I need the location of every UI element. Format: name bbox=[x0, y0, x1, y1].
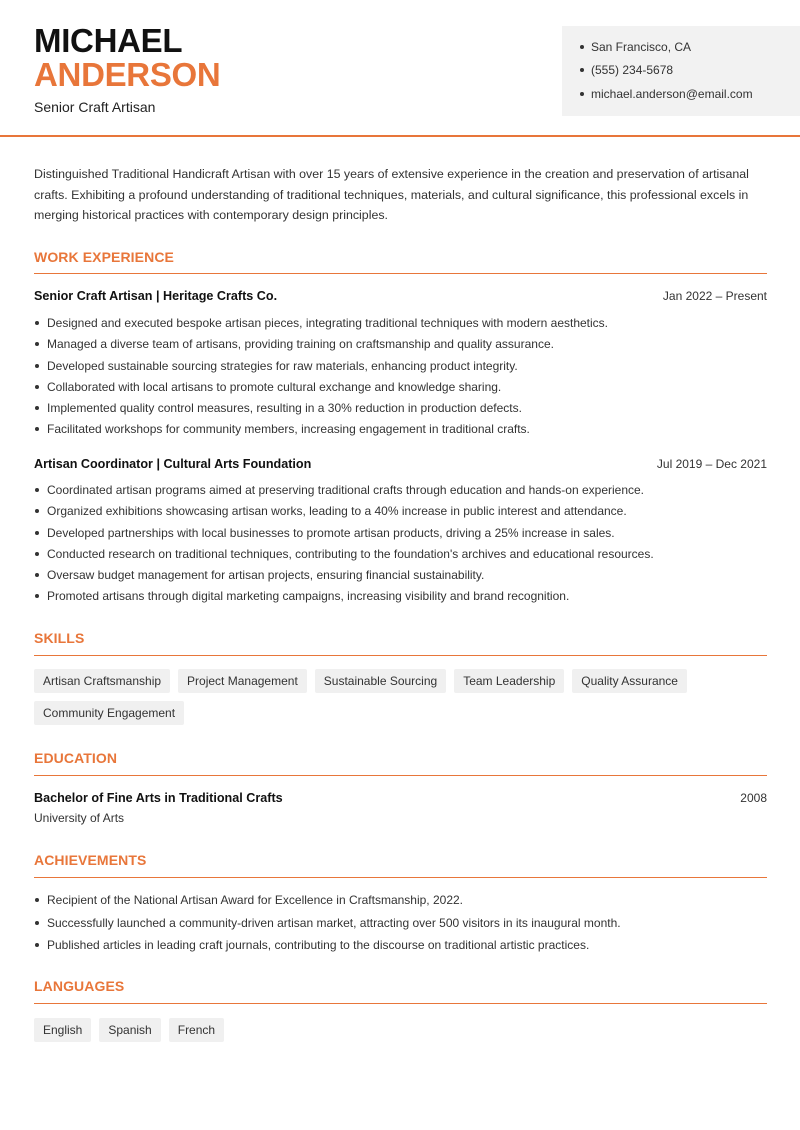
job-dates: Jul 2019 – Dec 2021 bbox=[656, 457, 767, 471]
languages-list bbox=[34, 1018, 774, 1042]
skill-tag: Sustainable Sourcing bbox=[315, 669, 446, 693]
list-item: Published articles in leading craft journals, contributing to the discourse on traditional artistic practices. bbox=[34, 937, 621, 960]
skill-tag: Project Management bbox=[178, 669, 307, 693]
list-item: Coordinated artisan programs aimed at preserving traditional crafts through education and hands-on experience. bbox=[34, 482, 654, 503]
list-item: Developed sustainable sourcing strategies for raw materials, enhancing product integrity. bbox=[34, 358, 608, 379]
list-item: Promoted artisans through digital marketing campaigns, increasing visibility and brand recognition. bbox=[34, 588, 654, 609]
skill-tag: Community Engagement bbox=[34, 701, 184, 725]
contact-box bbox=[562, 26, 800, 116]
section-divider bbox=[34, 273, 767, 274]
education-degree: Bachelor of Fine Arts in Traditional Crafts bbox=[34, 791, 283, 805]
section-title-achievements: ACHIEVEMENTS bbox=[34, 852, 147, 868]
section-title-education: EDUCATION bbox=[34, 750, 118, 766]
education-school: University of Arts bbox=[34, 811, 125, 825]
contact-phone: (555) 234-5678 bbox=[580, 63, 673, 77]
skills-list bbox=[34, 669, 774, 725]
list-item: Facilitated workshops for community members, increasing engagement in traditional crafts. bbox=[34, 421, 608, 442]
language-tag: English bbox=[34, 1018, 91, 1042]
bullet-dot-icon bbox=[580, 45, 584, 49]
job-dates: Jan 2022 – Present bbox=[662, 289, 767, 303]
list-item: Successfully launched a community-driven artisan market, attracting over 500 visitors in its inaugural month. bbox=[34, 915, 621, 938]
section-divider bbox=[34, 775, 767, 776]
language-tag: French bbox=[169, 1018, 224, 1042]
contact-email: michael.anderson@email.com bbox=[580, 87, 753, 101]
first-name: MICHAEL bbox=[34, 22, 183, 59]
section-title-work: WORK EXPERIENCE bbox=[34, 249, 174, 265]
education-year: 2008 bbox=[740, 791, 767, 805]
contact-location: San Francisco, CA bbox=[580, 40, 691, 54]
list-item: Implemented quality control measures, resulting in a 30% reduction in production defects. bbox=[34, 400, 608, 421]
list-item: Recipient of the National Artisan Award for Excellence in Craftsmanship, 2022. bbox=[34, 892, 621, 915]
bullet-dot-icon bbox=[580, 68, 584, 72]
last-name: ANDERSON bbox=[34, 56, 221, 93]
skill-tag: Team Leadership bbox=[454, 669, 564, 693]
job-bullets bbox=[34, 482, 654, 610]
list-item: Developed partnerships with local businesses to promote artisan products, driving a 25% increase in sales. bbox=[34, 525, 654, 546]
list-item: Oversaw budget management for artisan projects, ensuring financial sustainability. bbox=[34, 567, 654, 588]
resume-header bbox=[0, 0, 800, 137]
job-role: Artisan Coordinator | Cultural Arts Foundation bbox=[34, 457, 312, 471]
language-tag: Spanish bbox=[99, 1018, 160, 1042]
skill-tag: Artisan Craftsmanship bbox=[34, 669, 170, 693]
job-role: Senior Craft Artisan | Heritage Crafts Co. bbox=[34, 289, 278, 303]
section-divider bbox=[34, 1003, 767, 1004]
section-title-languages: LANGUAGES bbox=[34, 978, 125, 994]
list-item: Conducted research on traditional techniques, contributing to the foundation's archives and educational resources. bbox=[34, 546, 654, 567]
job-title: Senior Craft Artisan bbox=[34, 99, 156, 115]
list-item: Designed and executed bespoke artisan pieces, integrating traditional techniques with modern aesthetics. bbox=[34, 315, 608, 336]
achievements-list bbox=[34, 892, 621, 960]
skill-tag: Quality Assurance bbox=[572, 669, 687, 693]
job-bullets bbox=[34, 315, 608, 443]
bullet-dot-icon bbox=[580, 92, 584, 96]
section-divider bbox=[34, 655, 767, 656]
section-title-skills: SKILLS bbox=[34, 630, 85, 646]
section-divider bbox=[34, 877, 767, 878]
list-item: Organized exhibitions showcasing artisan works, leading to a 40% increase in public interest and attendance. bbox=[34, 503, 654, 524]
list-item: Collaborated with local artisans to promote cultural exchange and knowledge sharing. bbox=[34, 379, 608, 400]
profile-summary: Distinguished Traditional Handicraft Artisan with over 15 years of extensive experience in the creation and preservation of artisanal crafts. Exhibiting a profound understanding of traditional techniques, materials, and cultural significance, this professional excels in merging historical practices with contemporary design principles. bbox=[34, 167, 749, 223]
list-item: Managed a diverse team of artisans, providing training on craftsmanship and quality assurance. bbox=[34, 336, 608, 357]
